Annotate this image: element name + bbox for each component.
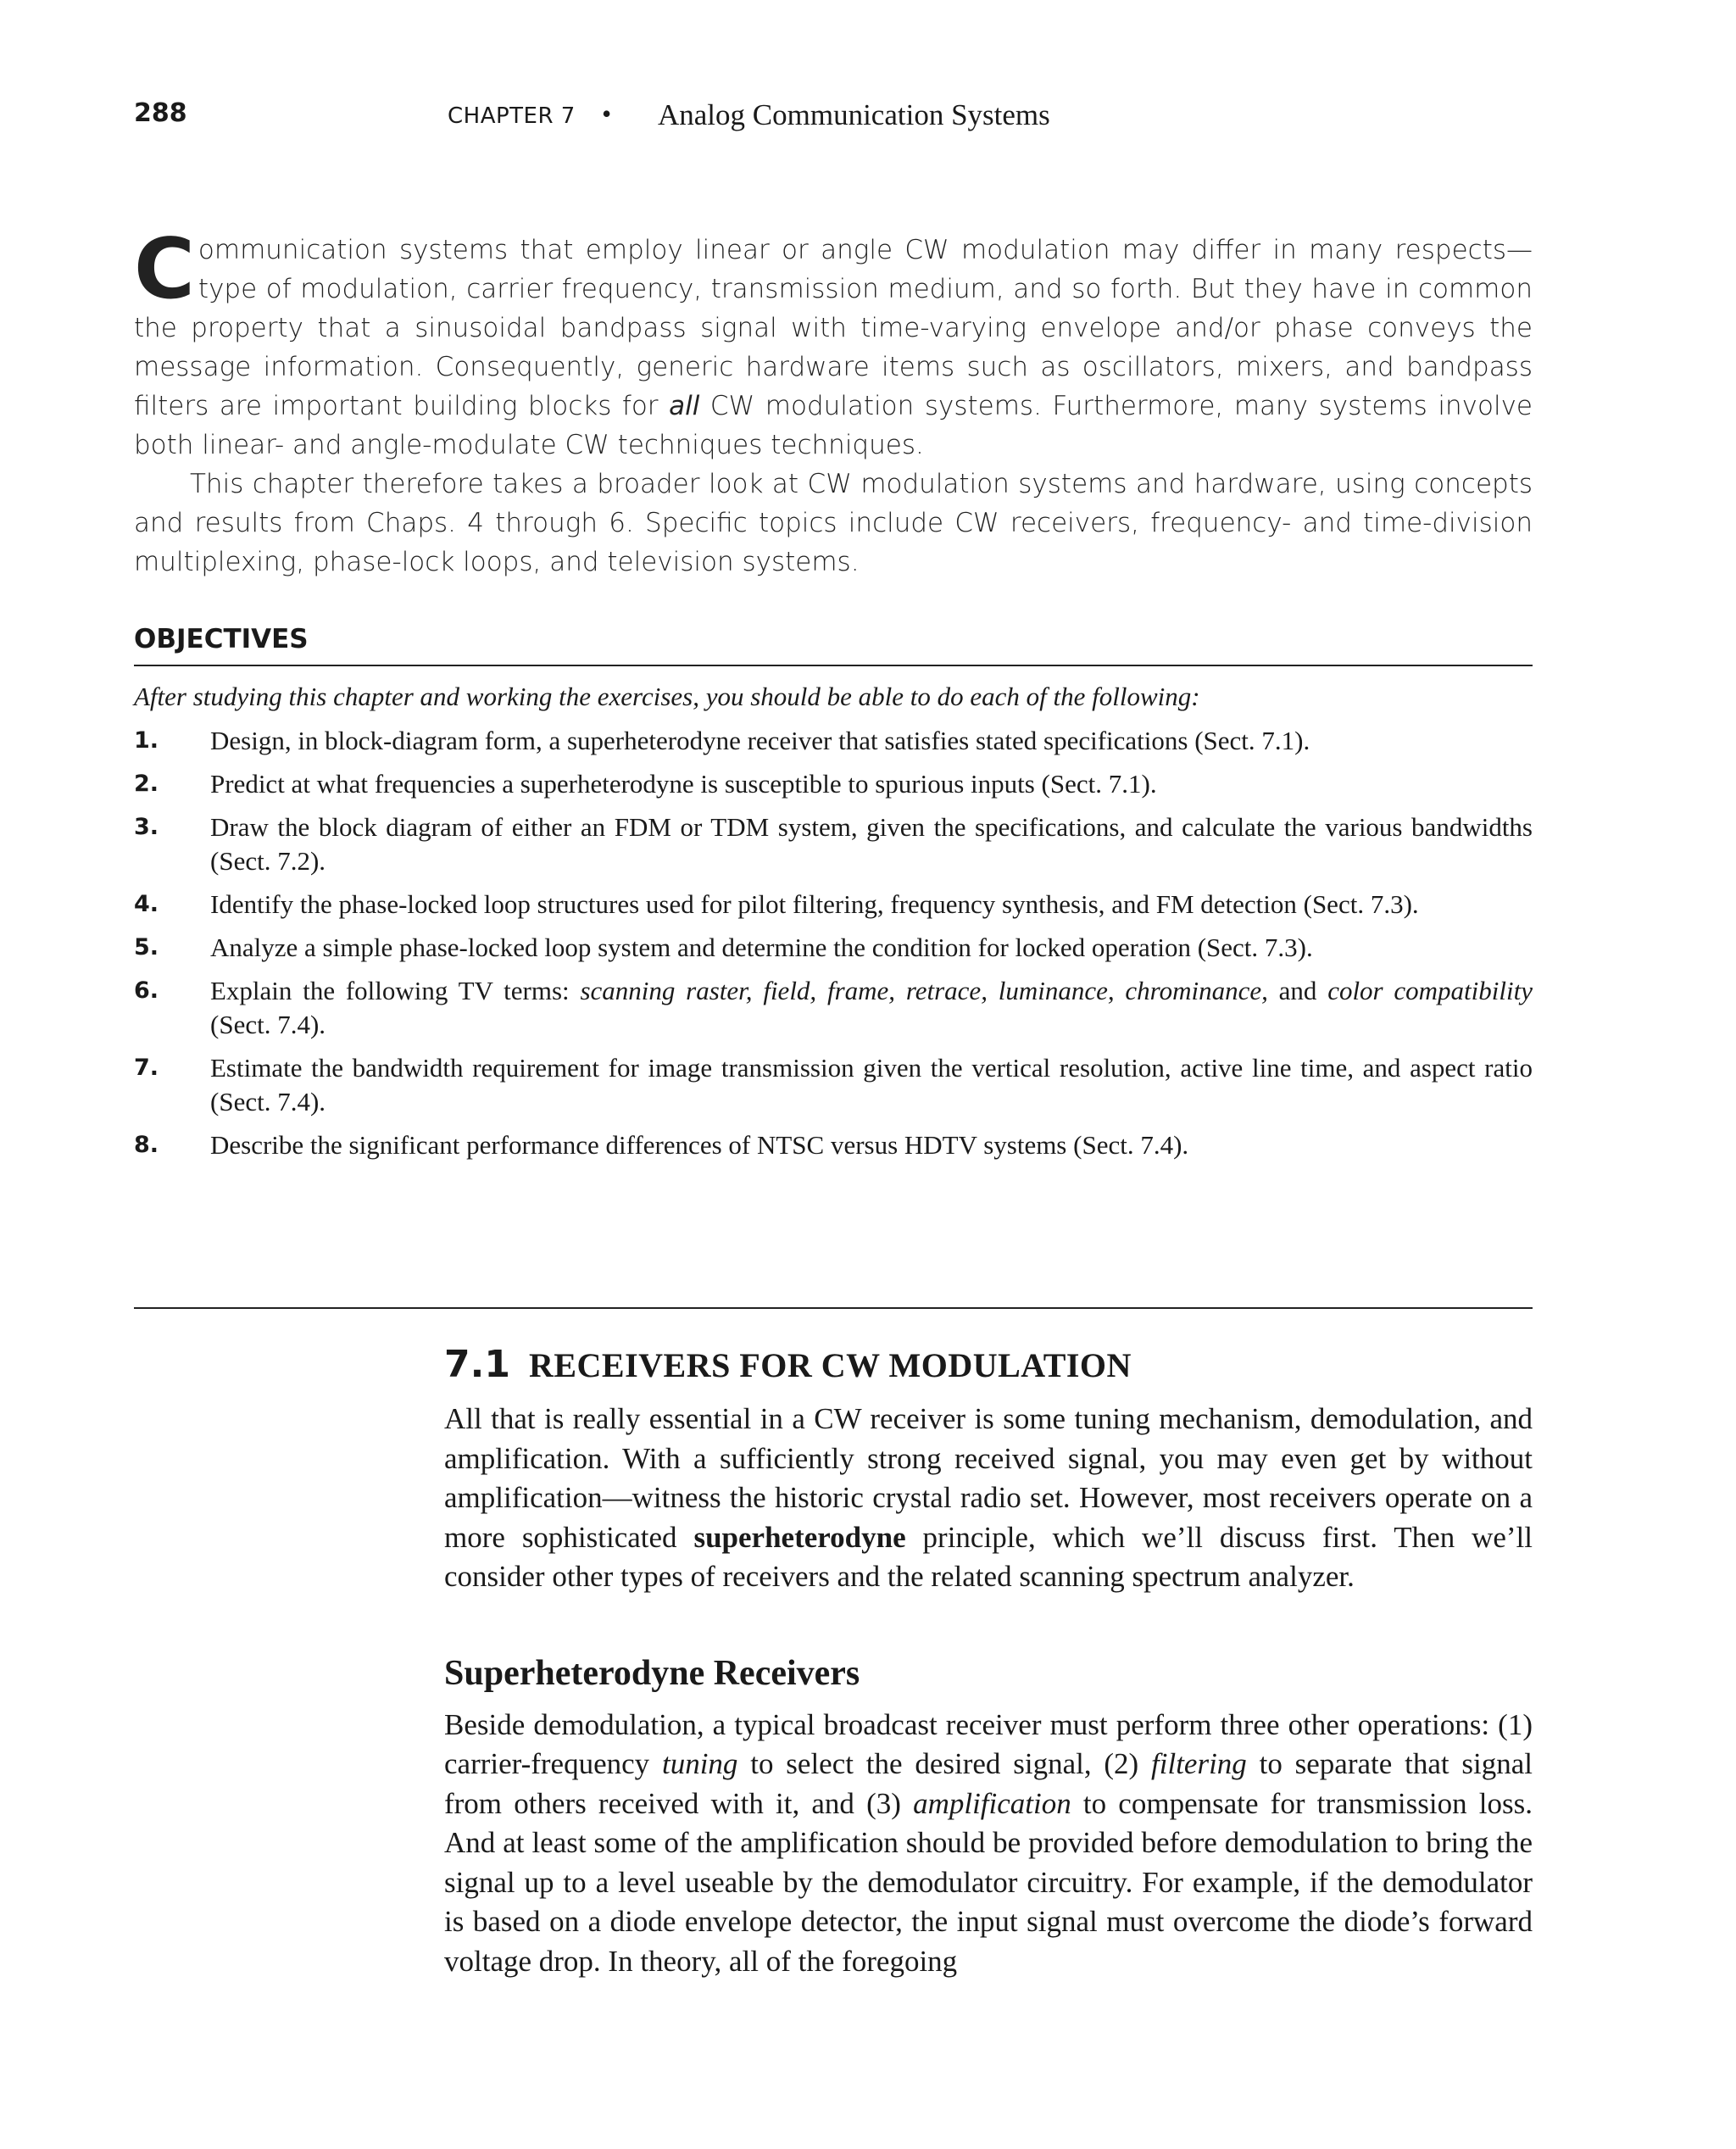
objective-text: and <box>1267 976 1328 1005</box>
running-head <box>134 98 1533 141</box>
objective-item <box>134 767 1533 801</box>
intro-paragraph-1 <box>134 221 1533 465</box>
section-paragraph-1 <box>444 1400 1533 1597</box>
section-divider <box>134 1307 1533 1309</box>
body-text: to compensate for transmission loss. And at least some of the amplification should be provided before demodulation to bring the signal up to a level useable by the demodulator circuitry. For example, if the demodulator is based on a diode envelope detector, the input signal must overcome the diode’s forward voltage drop. In theory, all of the foregoing <box>444 1786 1533 1978</box>
head-bullet: • <box>602 98 612 129</box>
objective-text: (Sect. 7.4). <box>210 1010 326 1039</box>
section-number: 7.1 <box>444 1343 510 1386</box>
body-text: Beside demodulation, a typical broadcast receiver must perform three other operations: (1) carrier-frequency <box>444 1707 1533 1780</box>
intro-emphasis: all <box>669 391 700 421</box>
objective-number: 2. <box>134 771 159 797</box>
objective-item <box>134 1128 1533 1162</box>
objective-text: Predict at what frequencies a superheterodyne is susceptible to spurious inputs (Sect. 7.1). <box>210 769 1157 799</box>
chapter-intro <box>134 221 1533 582</box>
objective-item <box>134 974 1533 1042</box>
chapter-title: Analog Communication Systems <box>658 98 1050 131</box>
objective-text: Design, in block-diagram form, a superheterodyne receiver that satisfies stated specifications (Sect. 7.1). <box>210 726 1310 755</box>
objective-text: Estimate the bandwidth requirement for image transmission given the vertical resolution, active line time, and aspect ratio (Sect. 7.4). <box>210 1053 1533 1116</box>
intro-text: ommunication systems that employ linear or angle CW modulation may differ in many respects—type of modulation, carrier frequency, transmission medium, and so forth. But they have in common the property that a sinusoidal bandpass signal with time-varying envelope and/or phase conveys the message information. Consequently, generic hardware items such as oscillators, mixers, and bandpass filters are important building blocks for <box>134 235 1533 421</box>
objectives-list <box>134 724 1533 1162</box>
objective-number: 1. <box>134 727 159 754</box>
body-text: All that is really essential in a CW receiver is some tuning mechanism, demodulation, and amplification. With a sufficiently strong received signal, you may even get by without amplification—witness the historic crystal radio set. However, most receivers operate on a more sophisticated <box>444 1402 1533 1554</box>
objective-emphasis: color compatibility <box>1327 976 1533 1005</box>
objective-item <box>134 931 1533 965</box>
objective-number: 3. <box>134 814 159 840</box>
objective-text: Describe the significant performance differences of NTSC versus HDTV systems (Sect. 7.4). <box>210 1130 1189 1160</box>
section-7-1 <box>444 1343 1533 1981</box>
objective-number: 7. <box>134 1055 159 1081</box>
page-number: 288 <box>134 98 187 128</box>
objective-text: Identify the phase-locked loop structures used for pilot filtering, frequency synthesis, and FM detection (Sect. 7.3). <box>210 889 1419 919</box>
objective-item <box>134 888 1533 921</box>
body-emphasis: filtering <box>1151 1747 1247 1780</box>
key-term: superheterodyne <box>693 1520 906 1554</box>
subsection-heading: Superheterodyne Receivers <box>444 1653 860 1693</box>
objective-item <box>134 1051 1533 1119</box>
objectives-heading: OBJECTIVES <box>134 624 1533 666</box>
objective-number: 8. <box>134 1132 159 1158</box>
objectives-lead: After studying this chapter and working the exercises, you should be able to do each of the following: <box>134 682 1200 711</box>
body-text: to select the desired signal, (2) <box>737 1747 1152 1780</box>
chapter-label: CHAPTER 7 <box>448 103 576 129</box>
drop-cap: C <box>134 221 195 318</box>
objective-item <box>134 810 1533 878</box>
objective-item <box>134 724 1533 758</box>
intro-paragraph-2: This chapter therefore takes a broader look at CW modulation systems and hardware, using concepts and results from Chaps. 4 through 6. Specific topics include CW receivers, frequency- and time-division multiplexing, phase-lock loops, and television systems. <box>134 469 1533 577</box>
objective-number: 4. <box>134 891 159 917</box>
objective-text: Explain the following TV terms: <box>210 976 581 1005</box>
body-text: to separate that signal from others received with it, and (3) <box>444 1747 1533 1820</box>
objective-emphasis: scanning raster, field, frame, retrace, luminance, chrominance, <box>580 976 1268 1005</box>
objective-number: 5. <box>134 934 159 960</box>
body-emphasis: amplification <box>913 1786 1071 1820</box>
objective-number: 6. <box>134 977 159 1004</box>
objectives-box <box>134 624 1533 1172</box>
section-paragraph-2 <box>444 1706 1533 1982</box>
objective-text: Analyze a simple phase-locked loop system and determine the condition for locked operation (Sect. 7.3). <box>210 933 1313 962</box>
body-emphasis: tuning <box>661 1747 738 1780</box>
body-text: principle, which we’ll discuss first. Then we’ll consider other types of receivers and the related scanning spectrum analyzer. <box>444 1520 1533 1593</box>
intro-text: CW modulation systems. Furthermore, many systems involve both linear- and angle-modulate CW techniques techniques. <box>134 391 1533 460</box>
objective-text: Draw the block diagram of either an FDM or TDM system, given the specifications, and calculate the various bandwidths (Sect. 7.2). <box>210 812 1533 876</box>
section-heading <box>444 1343 1533 1386</box>
section-title: RECEIVERS FOR CW MODULATION <box>528 1346 1132 1384</box>
